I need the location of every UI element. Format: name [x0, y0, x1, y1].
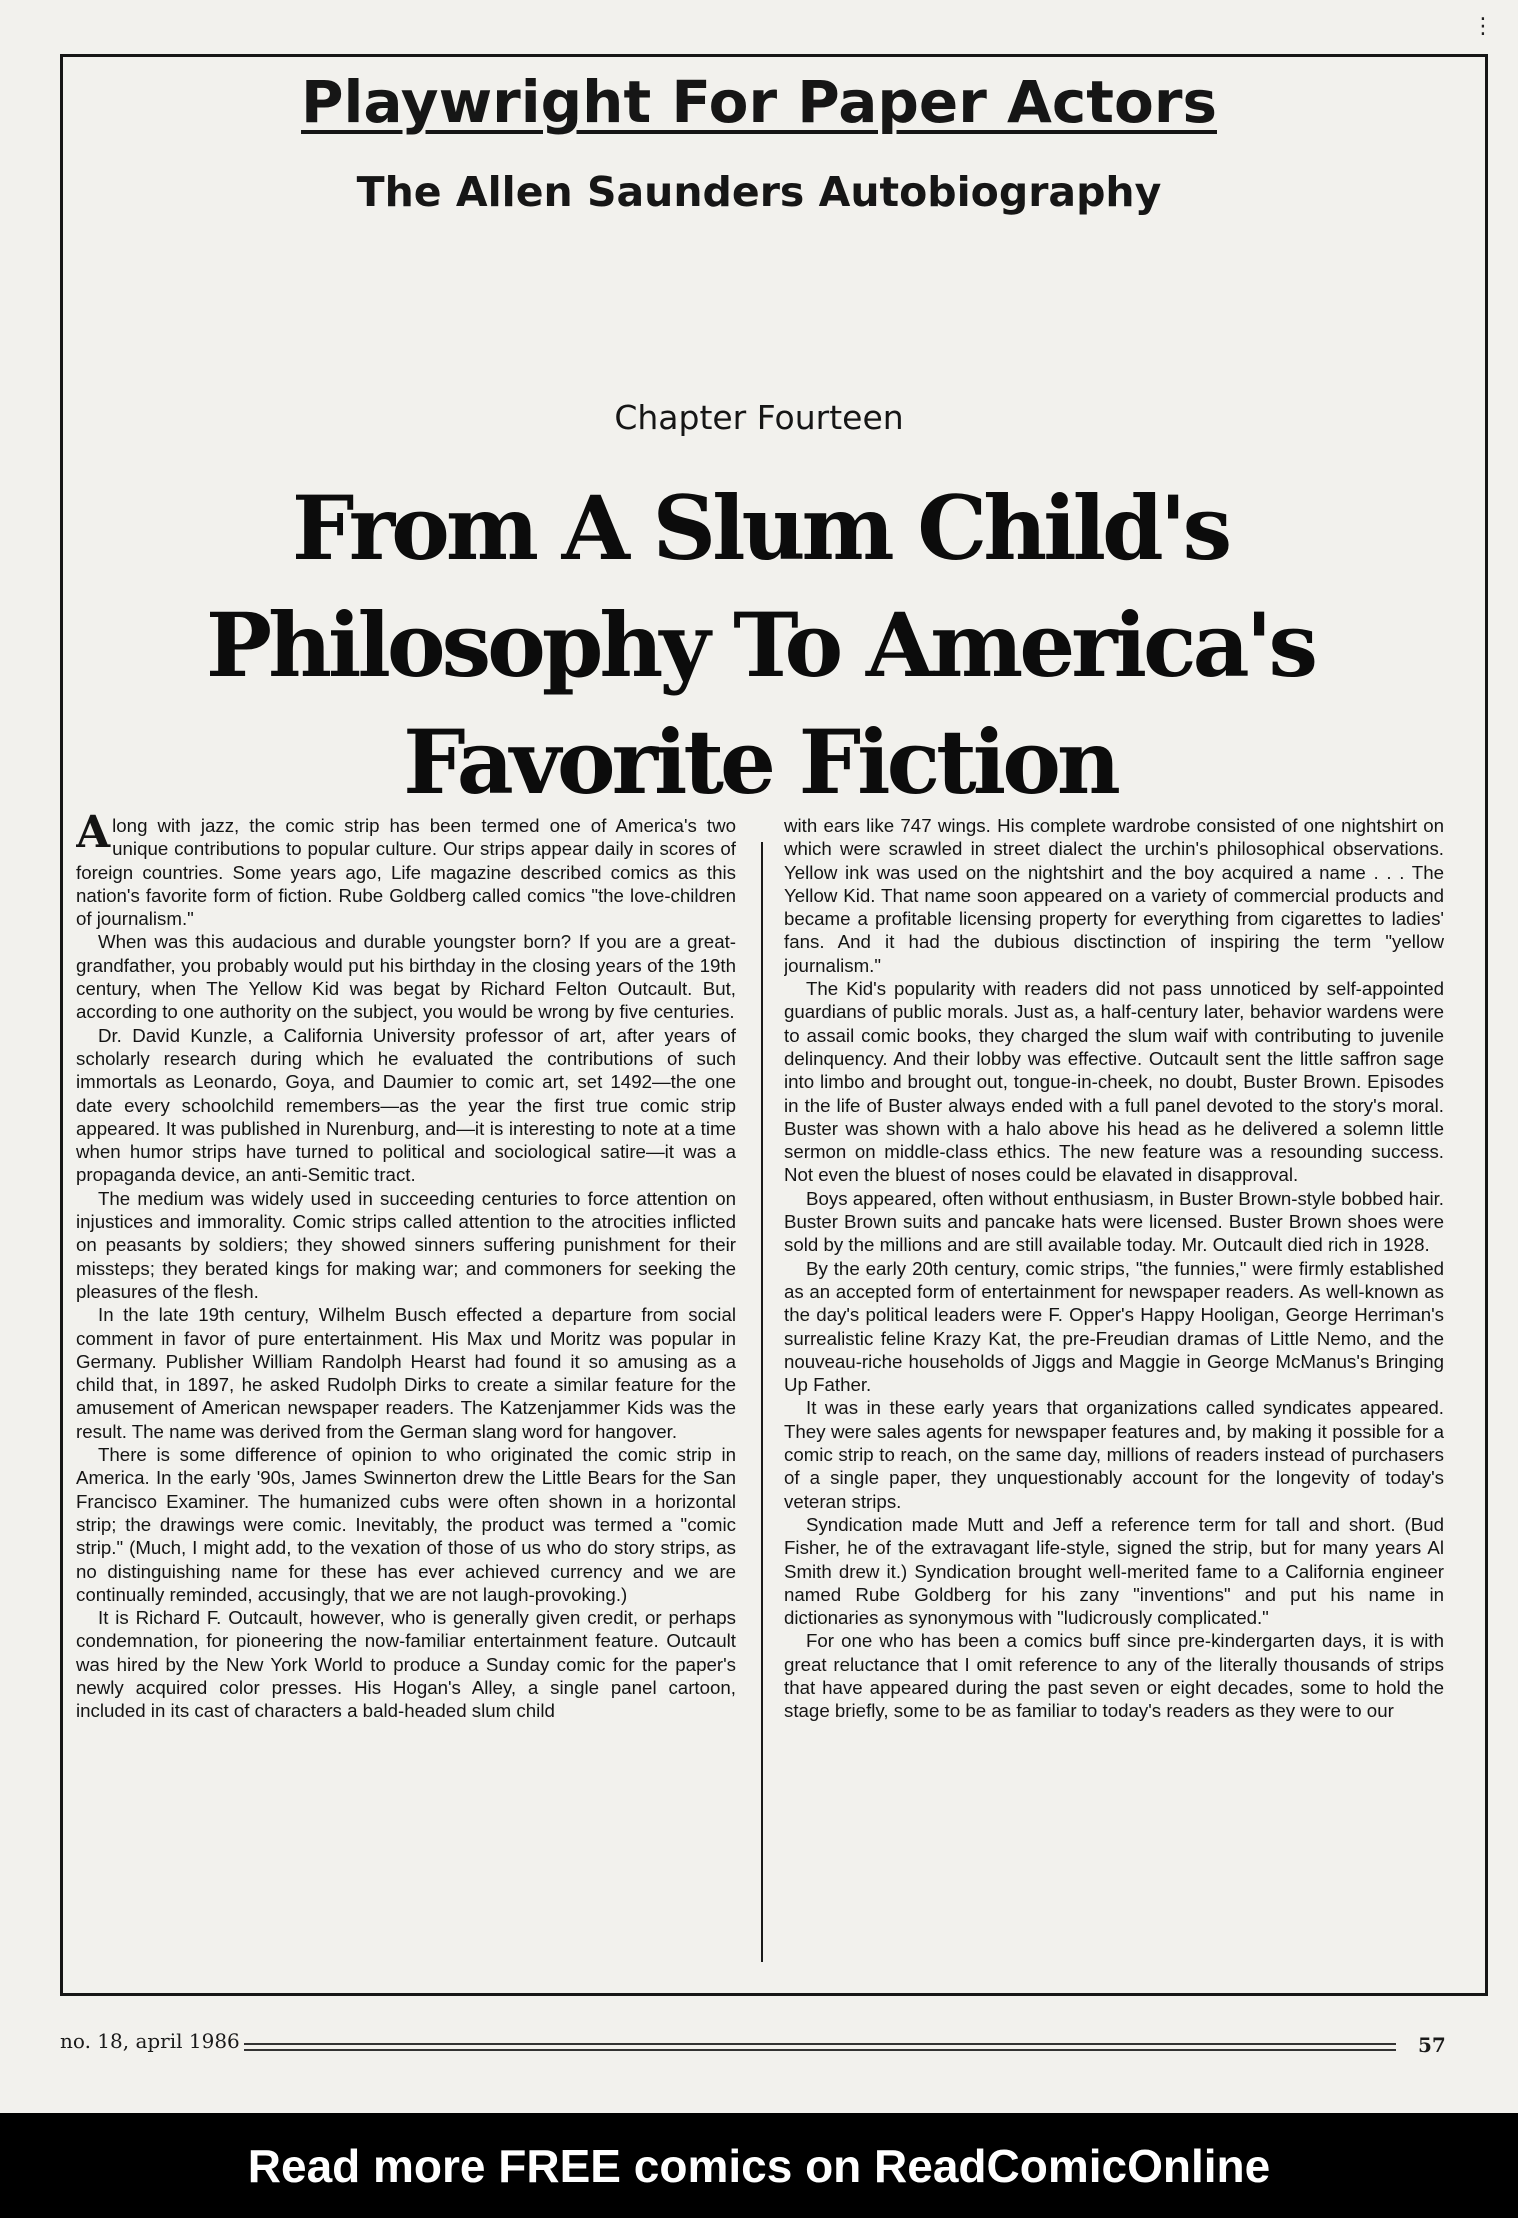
- headline-line: Favorite Fiction: [403, 710, 1117, 814]
- paragraph: There is some difference of opinion to who originated the comic strip in America. In the early '90s, James Swinnerton drew the Little Bears for the San Francisco Examiner. The humanized cubs were often shown in a horizontal strip; the drawings were comic. Inevitably, the product was termed a "comic strip." (Much, I might add, to the vexation of those of us who do story strips, as no distinguishing name for these has ever achieved currency and we are continually reminded, accusingly, that we are not laugh-provoking.): [76, 1444, 736, 1605]
- book-title-text: Playwright For Paper Actors: [301, 68, 1217, 136]
- paragraph: [76, 814, 736, 930]
- paragraph: Syndication made Mutt and Jeff a reference term for tall and short. (Bud Fisher, he of the extravagant life-style, signed the strip, but for many years Al Smith drew it.) Syndication brought well-merited fame to a California engineer named Rube Goldberg for his zany "inventions" and put his name in dictionaries as synonymous with "ludicrously complicated.": [784, 1513, 1444, 1629]
- article-column-right: [784, 814, 1444, 1962]
- paragraph: By the early 20th century, comic strips, "the funnies," were firmly established as an accepted form of entertainment for newspaper readers. As well-known as the day's political leaders were F. Opper's Happy Hooligan, George Herriman's surrealistic feline Krazy Kat, the pre-Freudian dramas of Little Nemo, and the nouveau-riche households of Jiggs and Maggie in George McManus's Bringing Up Father.: [784, 1257, 1444, 1396]
- footer-rule: [244, 2049, 1396, 2051]
- paragraph: The medium was widely used in succeeding centuries to force attention on injustices and immorality. Comic strips called attention to the atrocities inflicted on peasants by soldiers; they showed sinners suffering punishment for their missteps; they berated kings for making war; and commoners for seeking the pleasures of the flesh.: [76, 1187, 736, 1302]
- book-subtitle: The Allen Saunders Autobiography: [356, 168, 1162, 216]
- paragraph: Dr. David Kunzle, a California University professor of art, after years of scholarly research during which he evaluated the contributions of such immortals as Leonardo, Goya, and Daumier to comic art, set 1492—the one date every schoolchild remembers—as the year the first true comic strip appeared. It was published in Nurenburg, and—it is interesting to note at a time when humor strips have turned to political and sociological satire—it was a propaganda device, an anti-Semitic tract.: [76, 1024, 736, 1186]
- paragraph: It is Richard F. Outcault, however, who is generally given credit, or perhaps condemnation, for pioneering the now-familiar entertainment feature. Outcault was hired by the New York World to produce a Sunday comic for the paper's newly acquired color presses. His Hogan's Alley, a single panel cartoon, included in its cast of characters a bald-headed slum child: [76, 1607, 736, 1722]
- paragraph: with ears like 747 wings. His complete wardrobe consisted of one nightshirt on which were scrawled in street dialect the urchin's philosophical observations. Yellow ink was used on the nightshirt and the boy acquired a name . . . The Yellow Kid. That name soon appeared on a variety of commercial products and became a profitable licensing property for everything from cigarettes to ladies' fans. And it had the dubious disctinction of inspiring the term "yellow journalism.": [784, 815, 1444, 976]
- article-headline: [150, 470, 1370, 821]
- promo-banner[interactable]: [0, 2113, 1518, 2218]
- footer-rule: [244, 2043, 1396, 2045]
- corner-mark: ⋮: [1472, 14, 1494, 39]
- paragraph: In the late 19th century, Wilhelm Busch effected a departure from social comment in favor of pure entertainment. His Max und Moritz was popular in Germany. Publisher William Randolph Hearst had found it so amusing as a child that, in 1897, he asked Rudolph Dirks to create a similar feature for the amusement of American newspaper readers. The Katzenjammer Kids was the result. The name was derived from the German slang word for hangover.: [76, 1304, 736, 1442]
- page-number: 57: [1418, 2033, 1446, 2057]
- paragraph: It was in these early years that organizations called syndicates appeared. They were sales agents for newspaper features and, by making it possible for a comic strip to reach, on the same day, millions of readers instead of purchasers of a single paper, they unquestionably account for the longevity of today's veteran strips.: [784, 1397, 1444, 1512]
- paragraph: The Kid's popularity with readers did not pass unnoticed by self-appointed guardians of public morals. Just as, a half-century later, behavior wardens were to assail comic books, they charged the slum waif with contributing to juvenile delinquency. And their lobby was effective. Outcault sent the little saffron sage into limbo and brought out, tongue-in-cheek, no doubt, Buster Brown. Episodes in the life of Buster always ended with a full panel devoted to the story's moral. Buster was shown with a halo above his head as he delivered a solemn little sermon on middle-class ethics. The new feature was a resounding success. Not even the bluest of noses could be elavated in disapproval.: [784, 978, 1444, 1186]
- paragraph: Boys appeared, often without enthusiasm, in Buster Brown-style bobbed hair. Buster Brown suits and pancake hats were licensed. Buster Brown shoes were sold by the millions and are still available today. Mr. Outcault died rich in 1928.: [784, 1187, 1444, 1256]
- headline-line: Philosophy To America's: [205, 593, 1315, 697]
- book-title: [0, 68, 1518, 136]
- drop-cap: A: [76, 814, 111, 858]
- column-divider: [761, 842, 763, 1962]
- chapter-label: Chapter Fourteen: [614, 398, 904, 437]
- article-column-left: [76, 814, 736, 1962]
- paragraph: When was this audacious and durable youngster born? If you are a great-grandfather, you probably would put his birthday in the closing years of the 19th century, when The Yellow Kid was begat by Richard Felton Outcault. But, according to one authority on the subject, you would be wrong by five centuries.: [76, 931, 736, 1023]
- paragraph: For one who has been a comics buff since pre-kindergarten days, it is with great reluctance that I omit reference to any of the literally thousands of strips that have appeared during the past seven or eight decades, some to hold the stage briefly, some to be as familiar to today's readers as they were to our: [784, 1630, 1444, 1722]
- headline-line: From A Slum Child's: [291, 476, 1229, 580]
- promo-link[interactable]: Read more FREE comics on ReadComicOnline: [247, 2139, 1271, 2192]
- issue-label: no. 18, april 1986: [60, 2029, 240, 2053]
- paragraph-text: long with jazz, the comic strip has been termed one of America's two unique contributions to popular culture. Our strips appear daily in scores of foreign countries. Some years ago, Life magazine described comics as this nation's favorite form of fiction. Rube Goldberg called comics "the love-children of journalism.": [76, 815, 736, 930]
